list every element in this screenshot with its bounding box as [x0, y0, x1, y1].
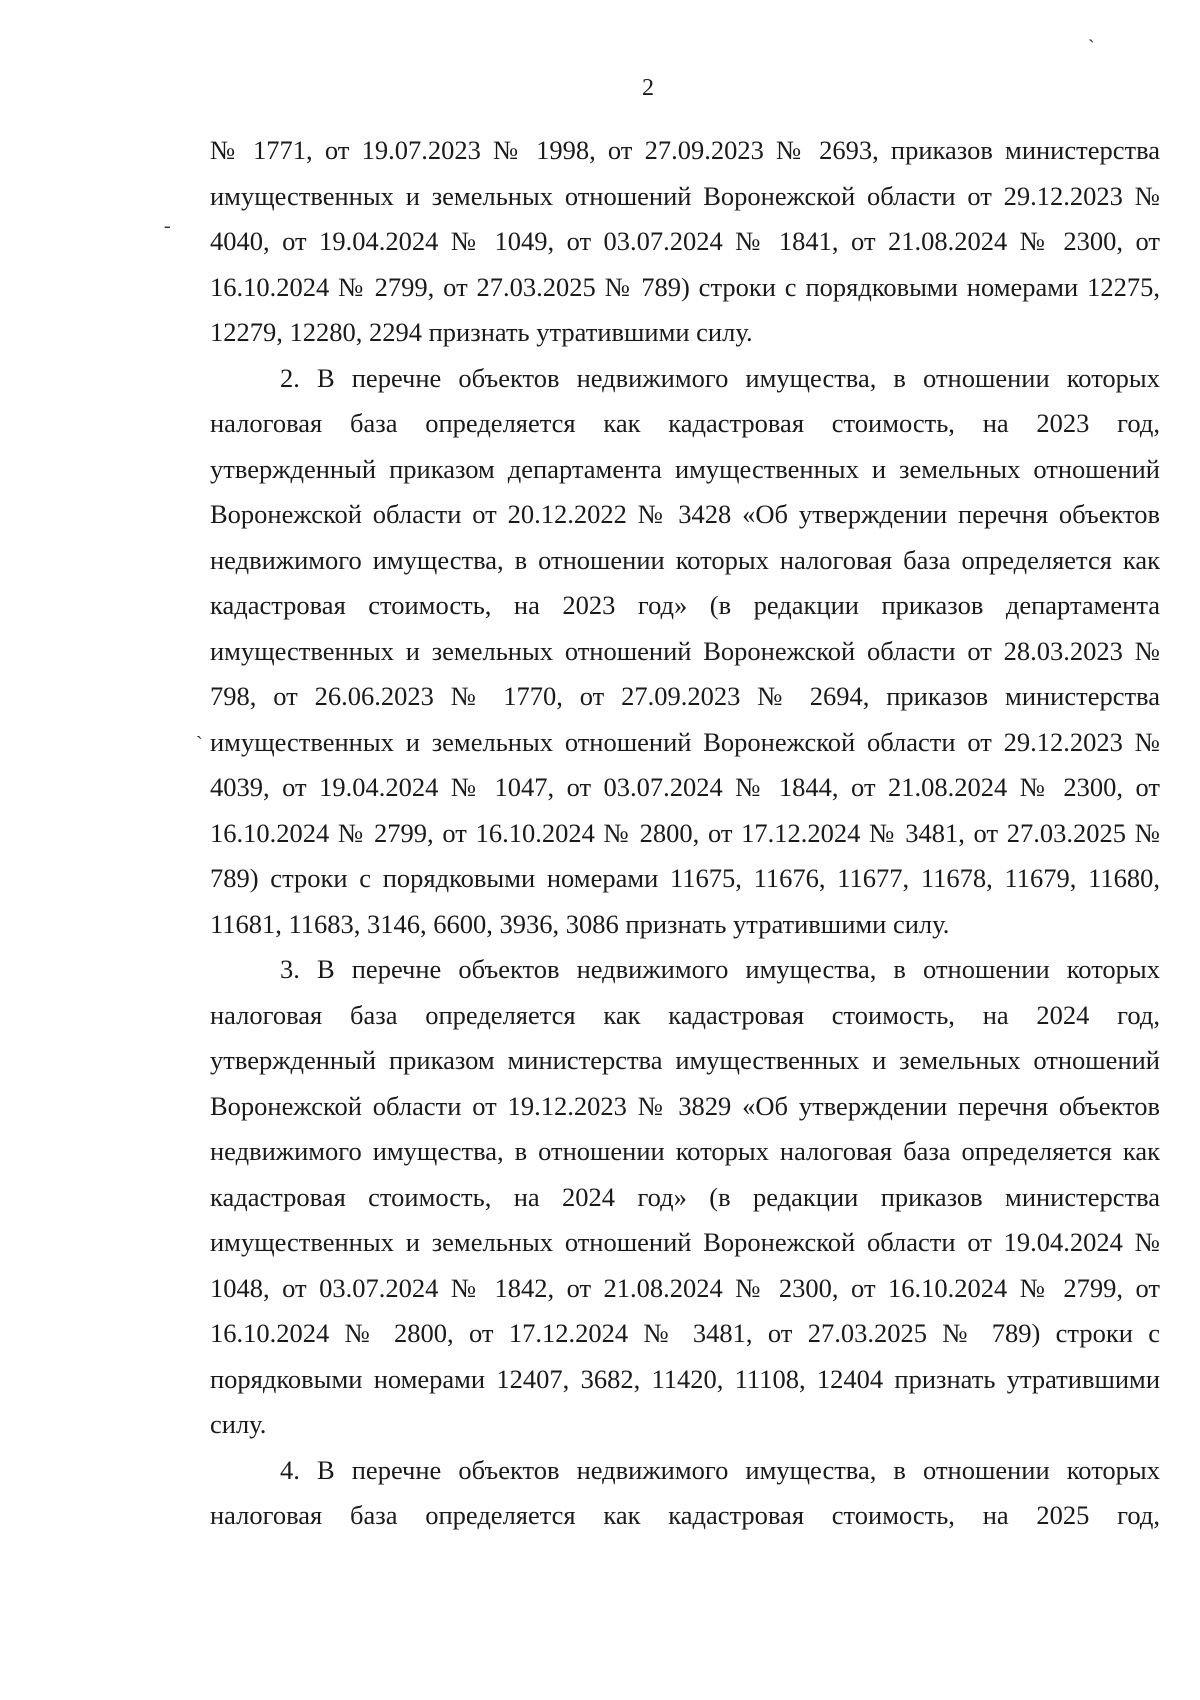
document-body [210, 128, 1160, 1539]
scan-mark: ˋ [196, 733, 203, 755]
page-number: 2 [642, 75, 654, 101]
scan-mark: - [164, 215, 171, 237]
scan-mark: ˏ [1088, 21, 1095, 43]
paragraph-continuation: № 1771, от 19.07.2023 № 1998, от 27.09.2023 № 2693, приказов министерства имущественных и земельных отношений Воронежской области от 29.12.2023 № 4040, от 19.04.2024 № 1049, от 03.07.2024 № 1841, от 21.08.2024 № 2300, от 16.10.2024 № 2799, от 27.03.2025 № 789) строки с порядковыми номерами 12275, 12279, 12280, 2294 признать утратившими силу. [210, 135, 1160, 347]
paragraph-item-4: 4. В перечне объектов недвижимого имущества, в отношении которых налоговая база определяется как кадастровая стоимость, на 2025 год, [210, 1454, 1160, 1530]
paragraph-item-3: 3. В перечне объектов недвижимого имущества, в отношении которых налоговая база определяется как кадастровая стоимость, на 2024 год, утвержденный приказом министерства имущественных и земельных отношений Воронежской области от 19.12.2023 № 3829 «Об утверждении перечня объектов недвижимого имущества, в отношении которых налоговая база определяется как кадастровая стоимость, на 2024 год» (в редакции приказов министерства имущественных и земельных отношений Воронежской области от 19.04.2024 № 1048, от 03.07.2024 № 1842, от 21.08.2024 № 2300, от 16.10.2024 № 2799, от 16.10.2024 № 2800, от 17.12.2024 № 3481, от 27.03.2025 № 789) строки с порядковыми номерами 12407, 3682, 11420, 11108, 12404 признать утратившими силу. [210, 954, 1160, 1439]
paragraph-item-2: 2. В перечне объектов недвижимого имущества, в отношении которых налоговая база определяется как кадастровая стоимость, на 2023 год, утвержденный приказом департамента имущественных и земельных отношений Воронежской области от 20.12.2022 № 3428 «Об утверждении перечня объектов недвижимого имущества, в отношении которых налоговая база определяется как кадастровая стоимость, на 2023 год» (в редакции приказов департамента имущественных и земельных отношений Воронежской области от 28.03.2023 № 798, от 26.06.2023 № 1770, от 27.09.2023 № 2694, приказов министерства имущественных и земельных отношений Воронежской области от 29.12.2023 № 4039, от 19.04.2024 № 1047, от 03.07.2024 № 1844, от 21.08.2024 № 2300, от 16.10.2024 № 2799, от 16.10.2024 № 2800, от 17.12.2024 № 3481, от 27.03.2025 № 789) строки с порядковыми номерами 11675, 11676, 11677, 11678, 11679, 11680, 11681, 11683, 3146, 6600, 3936, 3086 признать утратившими силу. [210, 362, 1160, 939]
